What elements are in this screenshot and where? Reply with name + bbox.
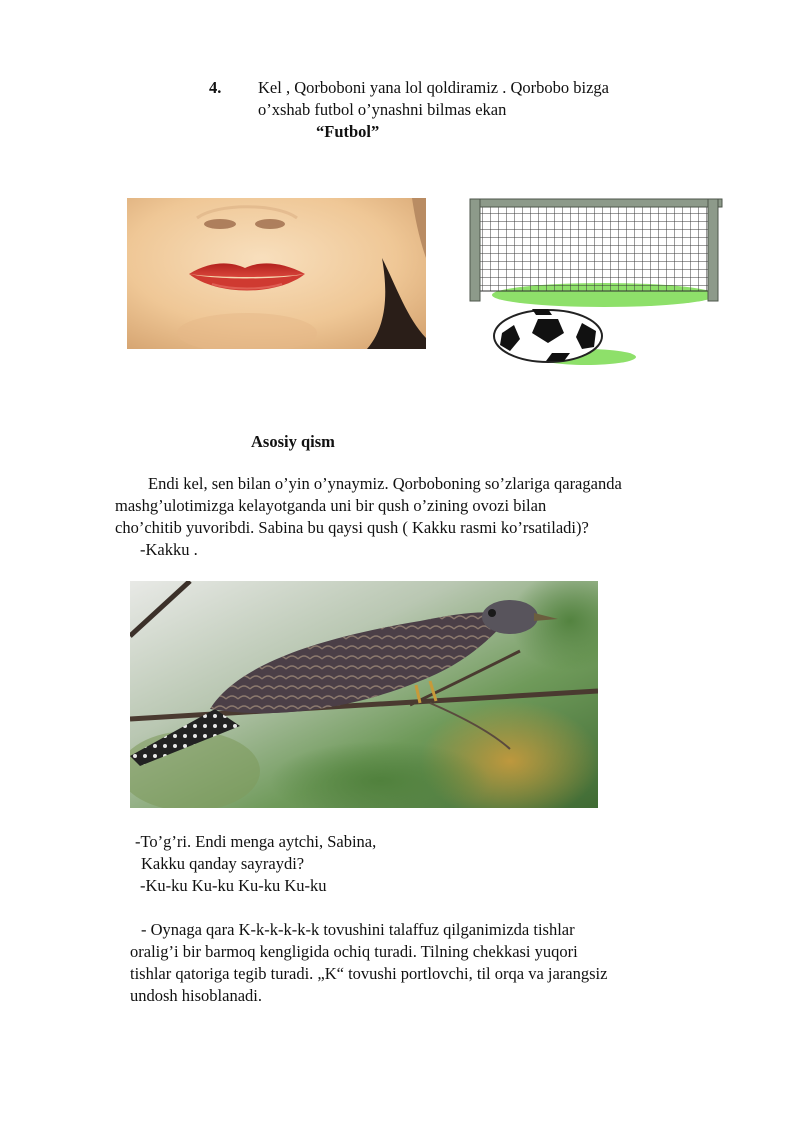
dialog-line-2: Kakku qanday sayraydi? xyxy=(141,854,305,873)
paragraph-1-line-1: Endi kel, sen bilan o’yin o’ynaymiz. Qorboboning so’zlariga qaraganda xyxy=(148,474,622,493)
lips-image xyxy=(127,198,426,349)
item-text-line-2: o’xshab futbol o’ynashni bilmas ekan xyxy=(258,100,507,119)
paragraph-2-line-1: - Oynaga qara K-k-k-k-k-k tovushini talaffuz qilganimizda tishlar xyxy=(141,920,575,939)
game-title: “Futbol” xyxy=(316,122,380,141)
paragraph-2-line-3: tishlar qatoriga tegib turadi. „K“ tovushi portlovchi, til orqa va jarangsiz xyxy=(130,964,608,983)
paragraph-1-line-3: cho’chitib yuvoribdi. Sabina bu qaysi qush ( Kakku rasmi ko’rsatiladi)? xyxy=(115,518,589,537)
dialog-line-1: -To’g’ri. Endi menga aytchi, Sabina, xyxy=(135,832,377,851)
paragraph-1-line-2: mashg’ulotimizga kelayotganda uni bir qush o’zining ovozi bilan xyxy=(115,496,547,515)
paragraph-2-line-2: oralig’i bir barmoq kengligida ochiq turadi. Tilning chekkasi yuqori xyxy=(130,942,578,961)
section-title: Asosiy qism xyxy=(251,432,335,451)
paragraph-1-line-4: -Kakku . xyxy=(140,540,198,559)
paragraph-2-line-4: undosh hisoblanadi. xyxy=(130,986,262,1005)
goal-and-ball-image xyxy=(466,197,724,369)
item-text-line-1: Kel , Qorboboni yana lol qoldiramiz . Qorbobo bizga xyxy=(258,78,610,97)
item-number: 4. xyxy=(209,78,222,97)
dialog-line-3: -Ku-ku Ku-ku Ku-ku Ku-ku xyxy=(140,876,327,895)
cuckoo-bird-image xyxy=(130,581,598,808)
